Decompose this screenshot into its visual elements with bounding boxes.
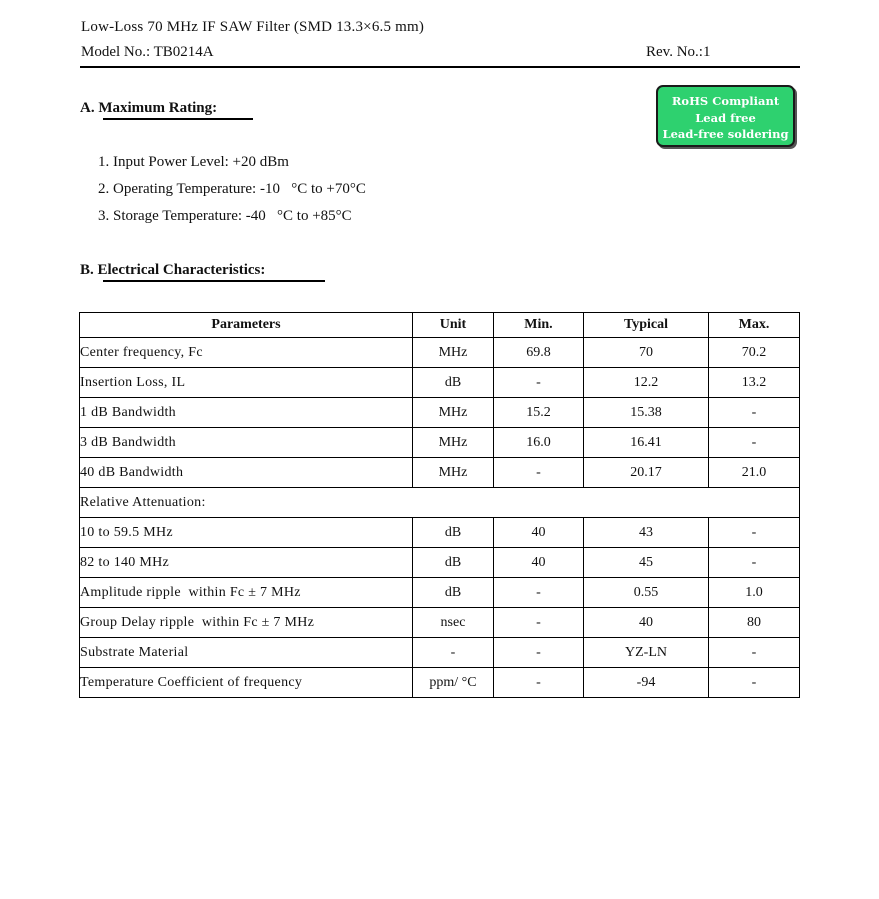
table-cell: 70	[584, 338, 709, 368]
rohs-badge-line: Lead free	[695, 110, 756, 125]
table-subheading-row	[80, 488, 800, 518]
table-cell: 12.2	[584, 368, 709, 398]
table-cell: -94	[584, 668, 709, 698]
table-cell: dB	[413, 368, 494, 398]
table-cell: 40 dB Bandwidth	[80, 458, 413, 488]
table-cell: 15.2	[494, 398, 584, 428]
table-cell: 20.17	[584, 458, 709, 488]
table-cell: 40	[494, 518, 584, 548]
table-header-row	[80, 313, 800, 338]
table-cell: -	[494, 578, 584, 608]
rohs-badge-line: RoHS Compliant	[671, 94, 780, 108]
table-cell: 40	[494, 548, 584, 578]
table-row	[80, 638, 800, 668]
table-cell: 21.0	[709, 458, 800, 488]
rohs-badge-line: Lead-free soldering	[662, 127, 789, 141]
table-cell: 13.2	[709, 368, 800, 398]
table-cell: 0.55	[584, 578, 709, 608]
table-cell: 1.0	[709, 578, 800, 608]
section-b-heading: B. Electrical Characteristics:	[80, 262, 266, 278]
table-cell: -	[709, 398, 800, 428]
column-header: Min.	[494, 313, 584, 338]
table-cell: Temperature Coefficient of frequency	[80, 668, 413, 698]
table-cell: -	[709, 518, 800, 548]
table-cell: 3 dB Bandwidth	[80, 428, 413, 458]
table-row	[80, 578, 800, 608]
document-title: Low-Loss 70 MHz IF SAW Filter (SMD 13.3×6.5 mm)	[81, 19, 425, 35]
table-cell: 69.8	[494, 338, 584, 368]
table-cell: 1 dB Bandwidth	[80, 398, 413, 428]
table-cell: 80	[709, 608, 800, 638]
table-cell: -	[413, 638, 494, 668]
table-cell: nsec	[413, 608, 494, 638]
table-cell: MHz	[413, 398, 494, 428]
table-cell: 16.0	[494, 428, 584, 458]
model-number: Model No.: TB0214A	[81, 44, 214, 60]
column-header: Parameters	[80, 313, 413, 338]
table-cell: 82 to 140 MHz	[80, 548, 413, 578]
table-row	[80, 668, 800, 698]
table-cell: dB	[413, 518, 494, 548]
table-cell: dB	[413, 578, 494, 608]
table-cell: 16.41	[584, 428, 709, 458]
column-header: Typical	[584, 313, 709, 338]
table-cell: Amplitude ripple within Fc ± 7 MHz	[80, 578, 413, 608]
table-cell: 15.38	[584, 398, 709, 428]
table-row	[80, 608, 800, 638]
table-cell: 10 to 59.5 MHz	[80, 518, 413, 548]
table-cell: Center frequency, Fc	[80, 338, 413, 368]
section-a-heading: A. Maximum Rating:	[80, 100, 218, 116]
rating-item: 3. Storage Temperature: -40 °C to +85°C	[98, 208, 352, 224]
table-cell: -	[494, 368, 584, 398]
table-cell: -	[494, 608, 584, 638]
rating-item: 2. Operating Temperature: -10 °C to +70°C	[98, 181, 366, 197]
table-cell: 45	[584, 548, 709, 578]
table-cell: 43	[584, 518, 709, 548]
header-divider	[80, 66, 800, 68]
table-cell: Insertion Loss, IL	[80, 368, 413, 398]
section-a-underline	[103, 118, 253, 120]
rating-item: 1. Input Power Level: +20 dBm	[98, 154, 289, 170]
table-cell: ppm/ °C	[413, 668, 494, 698]
table-row	[80, 398, 800, 428]
column-header: Unit	[413, 313, 494, 338]
table-row	[80, 518, 800, 548]
table-row	[80, 368, 800, 398]
table-cell: Substrate Material	[80, 638, 413, 668]
table-cell: -	[709, 548, 800, 578]
table-cell: 40	[584, 608, 709, 638]
table-cell: -	[494, 638, 584, 668]
section-b-underline	[103, 280, 325, 282]
column-header: Max.	[709, 313, 800, 338]
table-cell: MHz	[413, 338, 494, 368]
table-cell: -	[709, 428, 800, 458]
rohs-badge	[656, 85, 795, 147]
table-cell: -	[709, 638, 800, 668]
table-cell: 70.2	[709, 338, 800, 368]
table-cell: -	[709, 668, 800, 698]
relative-attenuation-label: Relative Attenuation:	[80, 488, 800, 518]
table-row	[80, 548, 800, 578]
revision-number: Rev. No.:1	[646, 44, 711, 60]
table-cell: -	[494, 668, 584, 698]
table-cell: Group Delay ripple within Fc ± 7 MHz	[80, 608, 413, 638]
table-cell: dB	[413, 548, 494, 578]
electrical-characteristics-table	[79, 312, 800, 698]
table-row	[80, 338, 800, 368]
table-row	[80, 428, 800, 458]
table-row	[80, 458, 800, 488]
table-cell: MHz	[413, 458, 494, 488]
table-cell: -	[494, 458, 584, 488]
table-cell: YZ-LN	[584, 638, 709, 668]
table-cell: MHz	[413, 428, 494, 458]
